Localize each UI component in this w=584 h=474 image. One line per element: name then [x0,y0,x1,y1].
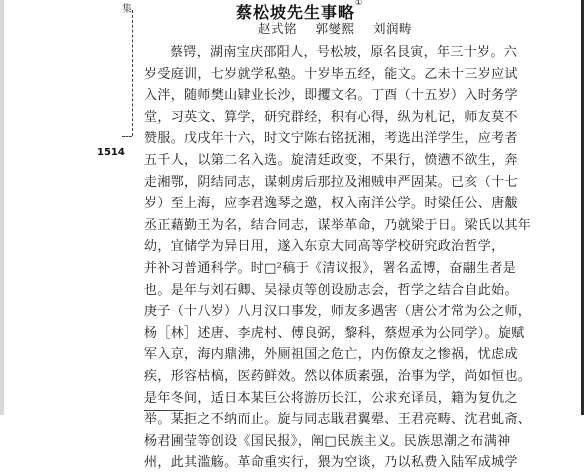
margin-dashed-tick [122,136,132,137]
margin-dashed-line [132,10,133,136]
body-line: 疾，形容枯槁，医药鲜效。然以体质素强，治事为学，尚如恒也。 [144,368,532,384]
margin-tab: 集 [122,4,132,15]
body-line: 是年冬间，适日本某巨公将游历长江，公求充译员，籍为复仇之 [144,390,518,406]
article-body [144,42,558,474]
body-line: 入泮，随师樊山肄业长沙，即攫文名。丁酉（十五岁）入时务学 [144,88,518,104]
page-number: 1514 [97,147,125,158]
scan-left-edge [0,0,4,415]
article-title-text: 蔡松坡先生事略 [236,3,356,22]
author-name: 赵式铭 [258,21,298,36]
author-name: 郭燮熙 [315,21,355,36]
body-line: 堂，习英文、算学，研究群经，积有心得，纵为札记，师友莫不 [144,109,518,125]
body-line: 岁）至上海，应李君逸琴之邀，权入南洋公学。时梁任公、唐黻 [144,196,518,212]
footnote-marker: ① [355,0,364,7]
body-line: 蔡锷，湖南宝庆邵阳人，号松坡，原名艮寅，年三十岁。六 [170,45,518,60]
body-line: 军入京，海内鼎沸，外厕祖国之危亡，内伤僚友之惨祸，忧虑成 [144,347,518,363]
body-line: 州，此其滥觞。革命重实行，猥为空谈，乃以私费入陆军成城学 [144,455,518,471]
body-line: 岁受庭训，七岁就学私塾。十岁毕五经，能文。乙未十三岁应试 [144,66,518,82]
author-name: 刘润畴 [373,21,413,36]
body-line: 杨君圃莹等创设《国民报》，阐□民族主义。民族思潮之布满神 [144,433,511,449]
article-authors [258,19,412,37]
footnote-separator [144,410,184,411]
body-line: 丞正藉勤王为名，结合同志，谋举革命，乃就梁于日。梁氏以其年 [144,217,532,233]
body-line: 走湘鄂，阴结同志，谋刺虏后那拉及湘贼申严固某。已亥（十七 [144,174,518,190]
body-line: 杨［林］述唐、李虎村、傅良弼，黎科，蔡煜承为公同学）。旋赋 [144,325,525,341]
body-line: 幼，宜储学为异日用，遂入东京大同高等学校研究政治哲学， [144,239,505,255]
body-line: 赞服。戊戌年十六，时文宁陈右铭抚湘，考选出洋学生，应考者 [144,131,518,147]
body-line: 也。是年与刘石卿、吴禄贞等创设励志会，哲学之结合自此始。 [144,282,518,298]
body-line: 五千人，以第二名入选。旋清廷政变，不果行，愤懑不欲生，奔 [144,152,518,168]
body-line: 举。某拒之不纳而止。旋与同志戢君翼翚、王君亮畴、沈君虬斋、 [144,412,532,428]
body-line: 并补习普通科学。时□²稿于《清议报》，署名孟博，奋翮生者是 [144,260,517,276]
body-line: 庚子（十八岁）八月汉口事发，师友多遇害（唐公才常为公之师， [144,304,532,320]
